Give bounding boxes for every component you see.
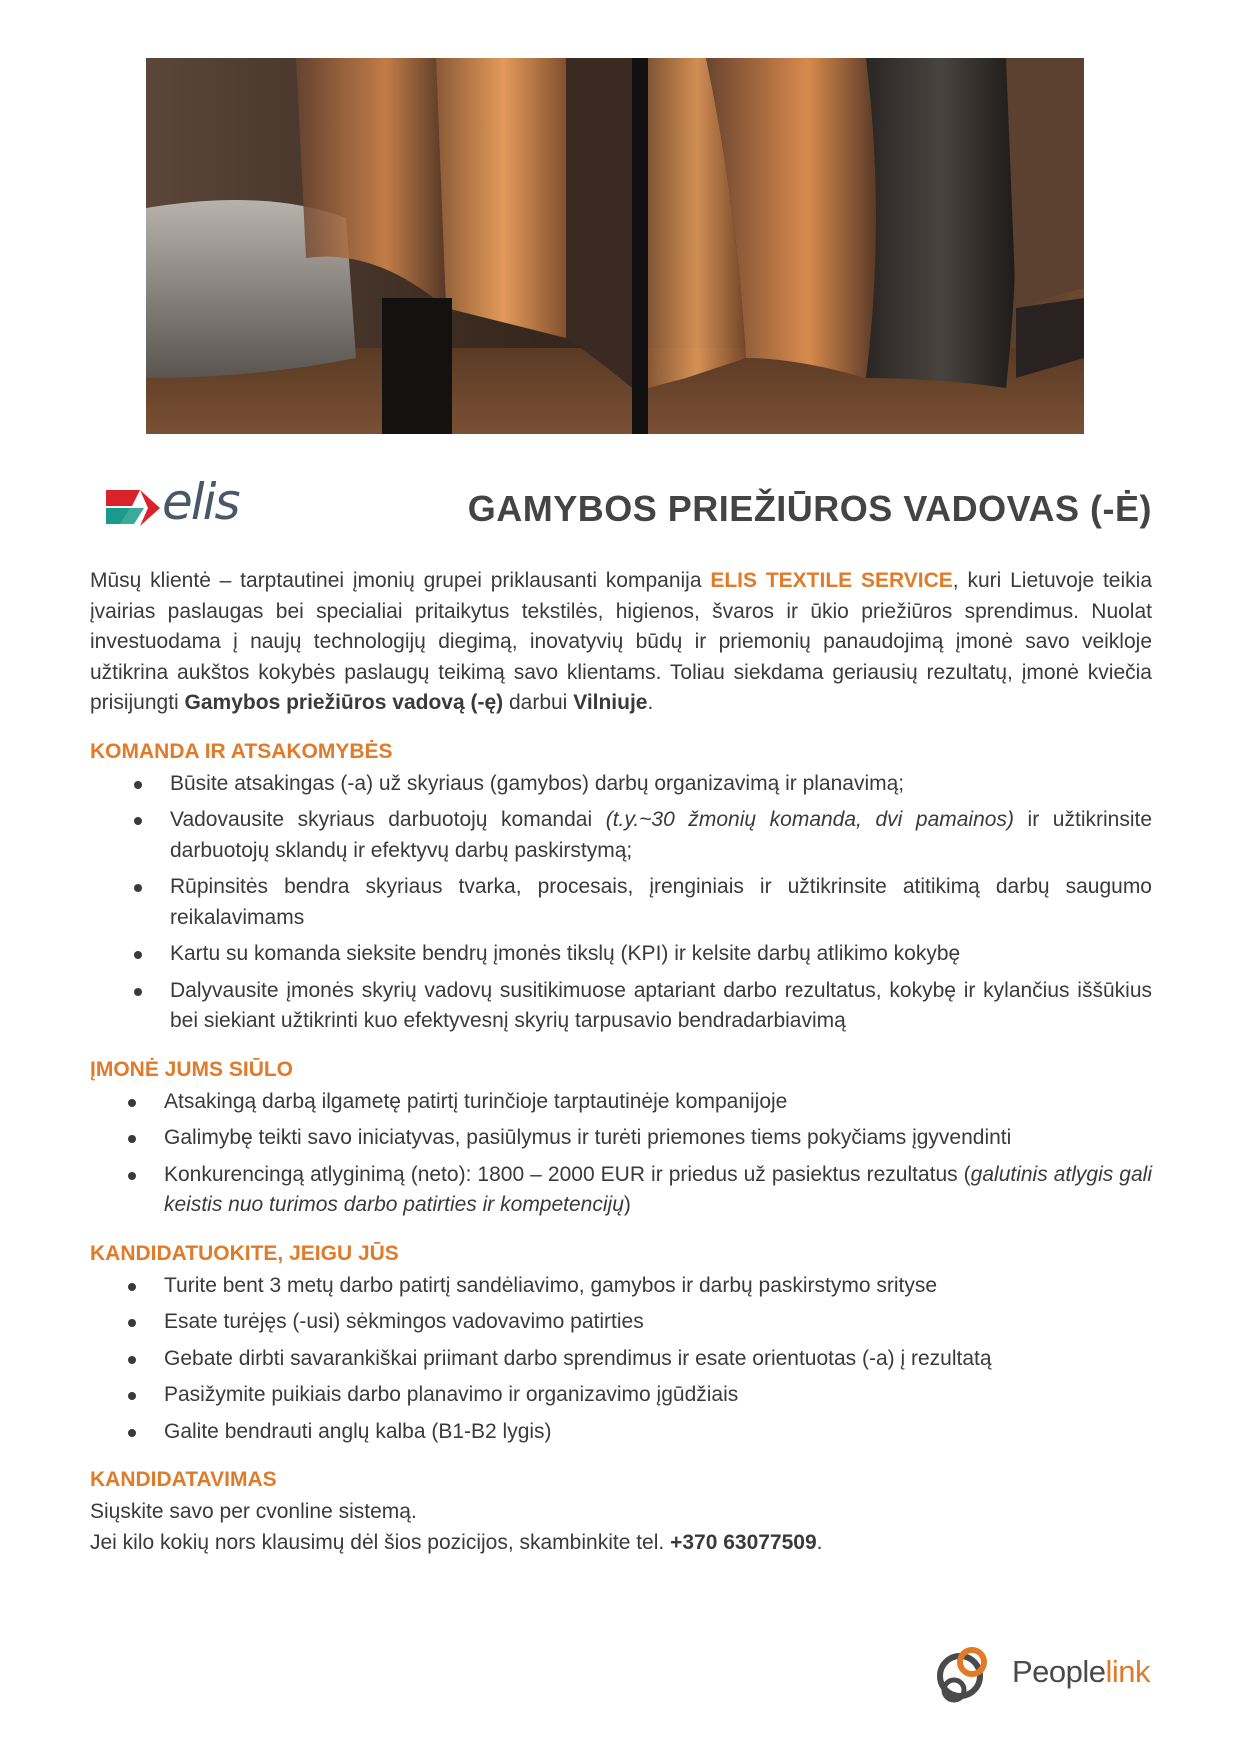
intro-text-2: , kuri Lietuvoje teikia įvairias paslaugas bei specialiai pritaikytus tekstilės, higienos, švaros ir ūkio priežiūros sprendimus. Nuolat investuodama į naujų technologijų diegimą, inovatyvių būdų ir priemonių panaudojimą įmonė savo veikloje užtikrina aukštos kokybės paslaugų teikimą savo klientams. Toliau siekdama geriausių rezultatų, įmonė kviečia prisijungti	[90, 569, 1152, 714]
list-item: Galimybę teikti savo iniciatyvas, pasiūlymus ir turėti priemones tiems pokyčiams įgyvendinti	[90, 1123, 1152, 1154]
position-name: Gamybos priežiūros vadovą (-ę)	[184, 691, 504, 714]
intro-text-1: Mūsų klientė – tarptautinei įmonių grupei priklausanti kompanija	[90, 569, 711, 592]
list-item: Atsakingą darbą ilgametę patirtį turinčioje tarptautinėje kompanijoje	[90, 1087, 1152, 1118]
list-item: Būsite atsakingas (-a) už skyriaus (gamybos) darbų organizavimą ir planavimą;	[90, 769, 1152, 800]
offer-section	[90, 1055, 1152, 1221]
list-item: Gebate dirbti savarankiškai priimant darbo sprendimus ir esate orientuotas (-a) į rezultatą	[90, 1344, 1152, 1375]
logo-text-link: link	[1105, 1654, 1151, 1689]
apply-section	[90, 1465, 1152, 1558]
elis-arrow-icon	[102, 478, 168, 534]
list-item: Dalyvausite įmonės skyrių vadovų susitikimuose aptariant darbo rezultatus, kokybę ir kylančius iššūkius bei siekiant užtikrinti kuo efektyvesnį skyrių tarpusavio bendradarbiavimą	[90, 976, 1152, 1037]
list-item-emphasis: (t.y.~30 žmonių komanda, dvi pamainos)	[605, 808, 1014, 831]
textile-photo-illustration	[146, 58, 1084, 434]
responsibilities-heading: KOMANDA IR ATSAKOMYBĖS	[90, 739, 393, 763]
elis-logo-text: elis	[162, 473, 239, 531]
phone-number[interactable]: +370 63077509	[670, 1530, 817, 1554]
list-item: Turite bent 3 metų darbo patirtį sandėliavimo, gamybos ir darbų paskirstymo srityse	[90, 1271, 1152, 1302]
contact-text-end: .	[816, 1530, 823, 1554]
list-item-text: )	[623, 1193, 631, 1216]
intro-text-3: darbui	[503, 691, 574, 714]
logo-text-people: People	[1012, 1654, 1106, 1689]
list-item	[90, 1160, 1152, 1221]
header-row	[90, 474, 1152, 544]
list-item-text: Konkurencingą atlyginimą (neto): 1800 – 2000 EUR ir priedus už pasiektus rezultatus (	[164, 1162, 971, 1186]
list-item: Kartu su komanda sieksite bendrų įmonės tikslų (KPI) ir kelsite darbų atlikimo kokybę	[90, 939, 1152, 970]
peoplelink-logo-text	[1012, 1652, 1150, 1692]
peoplelink-logo	[926, 1640, 1166, 1710]
list-item-emphasis: galutinis atlygis gali keistis nuo turimos darbo patirties ir kompetencijų	[164, 1162, 1153, 1216]
offer-list	[90, 1087, 1152, 1221]
list-item: Rūpinsitės bendra skyriaus tvarka, procesais, įrenginiais ir užtikrinsite atitikimą darbų saugumo reikalavimams	[90, 872, 1152, 933]
job-description	[90, 566, 1152, 1558]
apply-instructions: Siųskite savo per cvonline sistemą.	[90, 1500, 417, 1523]
offer-heading: ĮMONĖ JUMS SIŪLO	[90, 1057, 294, 1081]
list-item-text: ir užtikrinsite darbuotojų sklandų ir efektyvų darbų paskirstymą;	[170, 808, 1153, 862]
contact-text: Jei kilo kokių nors klausimų dėl šios pozicijos, skambinkite tel.	[90, 1530, 671, 1554]
job-title: GAMYBOS PRIEŽIŪROS VADOVAS (-Ė)	[467, 488, 1152, 529]
list-item: Pasižymite puikiais darbo planavimo ir organizavimo įgūdžiais	[90, 1380, 1152, 1411]
responsibilities-list	[90, 769, 1152, 1037]
list-item	[90, 805, 1152, 866]
hero-image	[146, 58, 1084, 434]
company-name: ELIS TEXTILE SERVICE	[710, 569, 953, 592]
elis-logo	[102, 473, 252, 534]
requirements-heading: KANDIDATUOKITE, JEIGU JŪS	[90, 1241, 399, 1265]
requirements-section	[90, 1239, 1152, 1448]
apply-contact	[90, 1528, 1152, 1559]
list-item: Galite bendrauti anglų kalba (B1-B2 lygis)	[90, 1417, 1152, 1448]
apply-heading: KANDIDATAVIMAS	[90, 1468, 277, 1491]
intro-paragraph	[90, 566, 1152, 719]
city-name: Vilniuje	[573, 691, 648, 714]
intro-text-4: .	[647, 691, 654, 714]
peoplelink-emblem-icon	[926, 1640, 998, 1710]
requirements-list	[90, 1271, 1152, 1448]
responsibilities-section	[90, 737, 1152, 1037]
list-item: Esate turėjęs (-usi) sėkmingos vadovavimo patirties	[90, 1307, 1152, 1338]
list-item-text: Vadovausite skyriaus darbuotojų komandai	[170, 808, 606, 831]
